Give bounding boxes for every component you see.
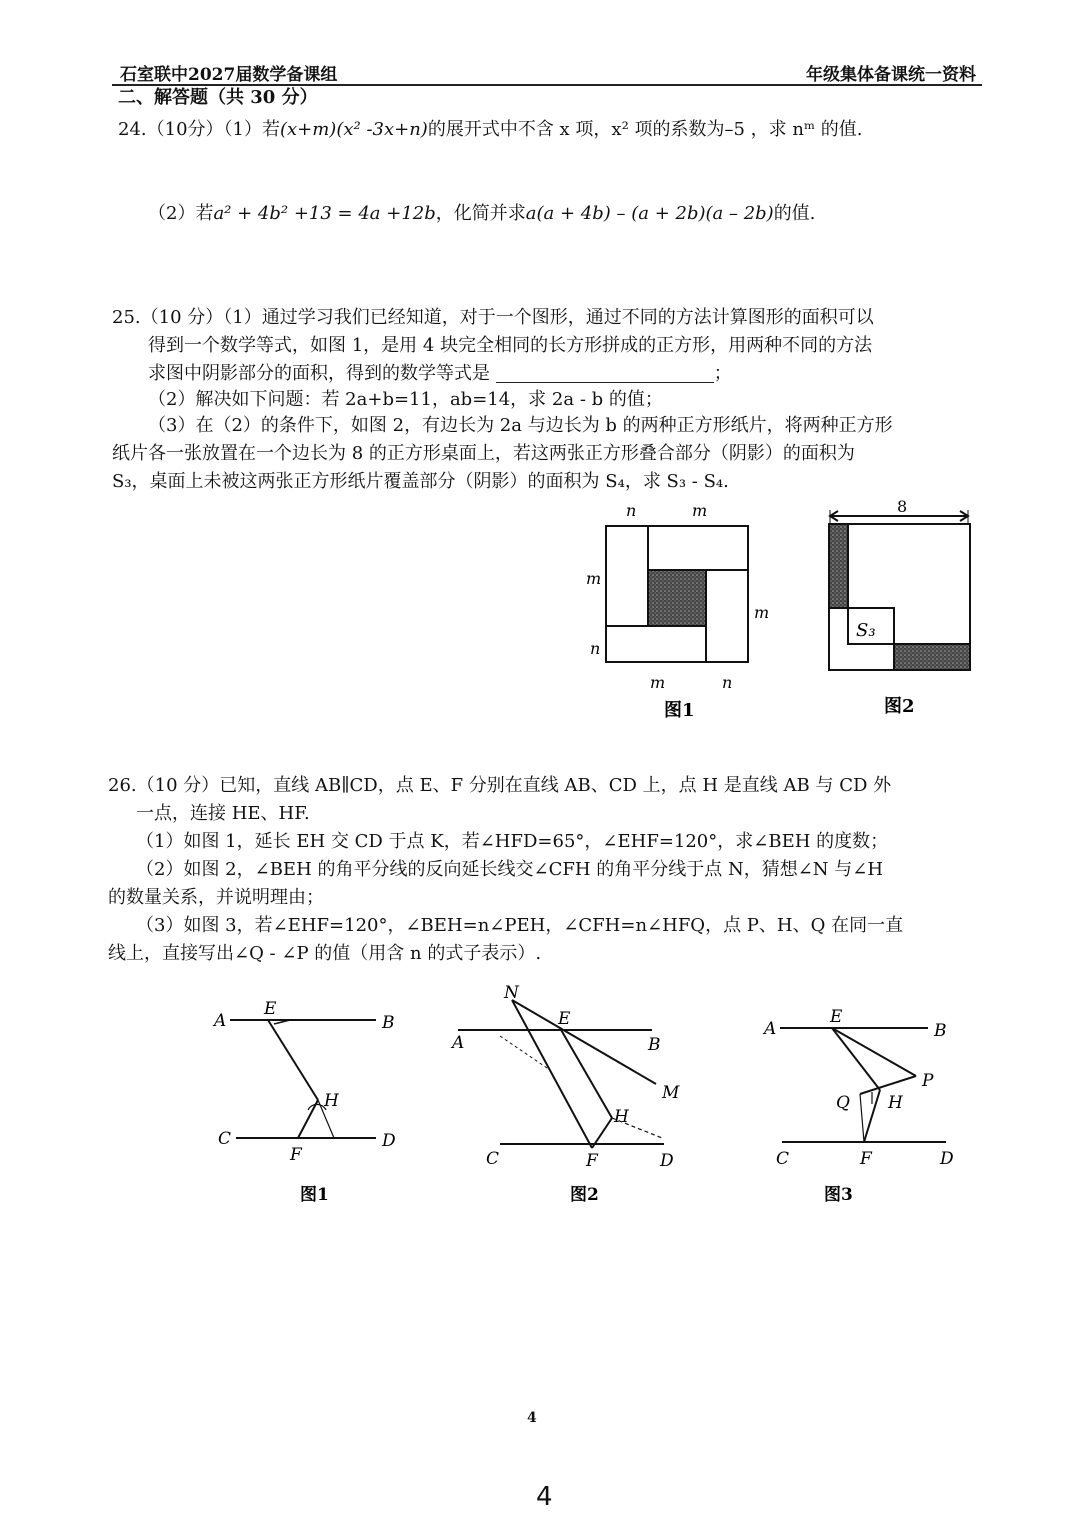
header-left: 石室联中2027届数学备课组 — [120, 65, 338, 85]
q25-line2: 得到一个数学等式，如图 1，是用 4 块完全相同的长方形拼成的正方形，用两种不同的方法 — [148, 335, 873, 356]
fig1-label: n — [590, 639, 601, 658]
q25-line1: 25.（10 分）（1）通过学习我们已经知道，对于一个图形，通过不同的方法计算图形的面积可以 — [112, 307, 874, 328]
q26-f2-F: F — [586, 1151, 598, 1171]
q26-line4: （2）如图 2，∠BEH 的角平分线的反向延长线交∠CFH 的角平分线于点 N，猜想∠N 与∠H — [136, 859, 884, 880]
q26-f3-F: F — [860, 1149, 872, 1169]
q25-line3 — [148, 360, 732, 388]
q24-part2 — [148, 200, 815, 228]
fig1-label: m — [586, 569, 602, 588]
fig1-caption: 图1 — [664, 700, 695, 721]
q26-f3-B: B — [934, 1021, 947, 1041]
q26-f2-N: N — [504, 983, 519, 1003]
q26-line5: 的数量关系，并说明理由； — [108, 887, 324, 908]
q26-f1-B: B — [382, 1013, 395, 1033]
q26-f3-P: P — [922, 1071, 934, 1091]
q25-line3-end: ； — [713, 363, 732, 384]
q26-f1-F: F — [290, 1145, 302, 1165]
fig1-label: n — [722, 673, 733, 692]
q26-f3-C: C — [776, 1149, 790, 1169]
q26-f1-A: A — [214, 1011, 227, 1031]
page-number-large: 4 — [536, 1482, 553, 1512]
q26-f2-A: A — [452, 1033, 465, 1053]
q26-line3: （1）如图 1，延长 EH 交 CD 于点 K，若∠HFD=65°，∠EHF=120°，求∠BEH 的度数； — [136, 831, 889, 852]
page-number-small: 4 — [527, 1410, 537, 1426]
fig2-side-label: 8 — [897, 497, 908, 516]
q26-line1: 26.（10 分）已知，直线 AB∥CD，点 E、F 分别在直线 AB、CD 上，点 H 是直线 AB 与 CD 外 — [108, 775, 892, 796]
q25-line4: （2）解决如下问题：若 2a+b=11，ab=14，求 2a - b 的值； — [148, 389, 663, 410]
q25-line5: （3）在（2）的条件下，如图 2，有边长为 2a 与边长为 b 的两种正方形纸片，将两种正方形 — [148, 415, 893, 436]
fig1-pinwheel — [606, 526, 748, 662]
q26-f3-Q: Q — [836, 1093, 850, 1113]
fig1-label: n — [626, 501, 637, 520]
q24-p1-pre: 24.（10分）（1）若 — [118, 119, 280, 140]
q26-f1-E: E — [264, 999, 277, 1019]
q25-figures — [0, 490, 1080, 730]
q24-p1-post: 的展开式中不含 x 项，x² 项的系数为–5 ，求 nᵐ 的值. — [427, 119, 863, 140]
q26-f1-C: C — [218, 1129, 232, 1149]
fig2-shade-bottom — [894, 644, 970, 670]
q26-f2-caption: 图2 — [570, 1185, 599, 1205]
q26-f1-D: D — [382, 1131, 396, 1151]
q25-line3-text: 求图中阴影部分的面积，得到的数学等式是 — [148, 363, 490, 384]
fig2-shade-left — [829, 524, 848, 608]
fig2-caption: 图2 — [884, 696, 915, 717]
q26-f1-H: H — [324, 1091, 339, 1111]
fig1-shaded-square — [648, 570, 706, 626]
q24-p2-post: 的值. — [773, 203, 816, 224]
q26-line6: （3）如图 3，若∠EHF=120°，∠BEH=n∠PEH，∠CFH=n∠HFQ，点 P、H、Q 在同一直 — [136, 915, 904, 936]
q24-part1 — [118, 116, 862, 144]
q24-p1-expr: (x+m)(x² -3x+n) — [279, 119, 428, 140]
q26-f3-caption: 图3 — [824, 1185, 853, 1205]
q26-f3-E: E — [830, 1007, 843, 1027]
q24-p2-mid: ，化简并求 — [435, 203, 526, 224]
fig1-label: m — [650, 673, 666, 692]
q25-line7: S₃，桌面上未被这两张正方形纸片覆盖部分（阴影）的面积为 S₄，求 S₃ - S₄. — [112, 471, 729, 492]
q26-line2: 一点，连接 HE、HF. — [136, 803, 310, 824]
q26-f1-caption: 图1 — [300, 1185, 329, 1205]
q26-line7: 线上，直接写出∠Q - ∠P 的值（用含 n 的式子表示）. — [108, 943, 542, 964]
q26-fig1 — [230, 1020, 376, 1138]
fig2-table — [829, 510, 970, 670]
q26-f2-E: E — [558, 1009, 571, 1029]
q26-f2-M: M — [662, 1083, 680, 1103]
q26-figures — [0, 980, 1080, 1210]
answer-blank[interactable] — [496, 362, 714, 383]
q26-f2-D: D — [660, 1151, 674, 1171]
q26-f3-H: H — [888, 1093, 903, 1113]
header-right: 年级集体备课统一资料 — [806, 65, 976, 85]
fig1-label: m — [692, 501, 708, 520]
q25-line6: 纸片各一张放置在一个边长为 8 的正方形桌面上，若这两张正方形叠合部分（阴影）的面积为 — [112, 443, 855, 464]
fig2-s3-label: S₃ — [856, 620, 876, 641]
q24-p2-expr: a(a + 4b) – (a + 2b)(a – 2b) — [525, 203, 774, 224]
q26-f3-D: D — [940, 1149, 954, 1169]
q26-f2-H: H — [614, 1107, 629, 1127]
q26-f2-C: C — [486, 1149, 500, 1169]
q26-f3-A: A — [764, 1019, 777, 1039]
section-title: 二、解答题（共 30 分） — [118, 87, 318, 108]
q24-p2-pre: （2）若 — [148, 203, 214, 224]
q24-p2-cond: a² + 4b² +13 = 4a +12b — [213, 203, 436, 224]
fig1-label: m — [754, 603, 770, 622]
q26-f2-B: B — [648, 1035, 661, 1055]
